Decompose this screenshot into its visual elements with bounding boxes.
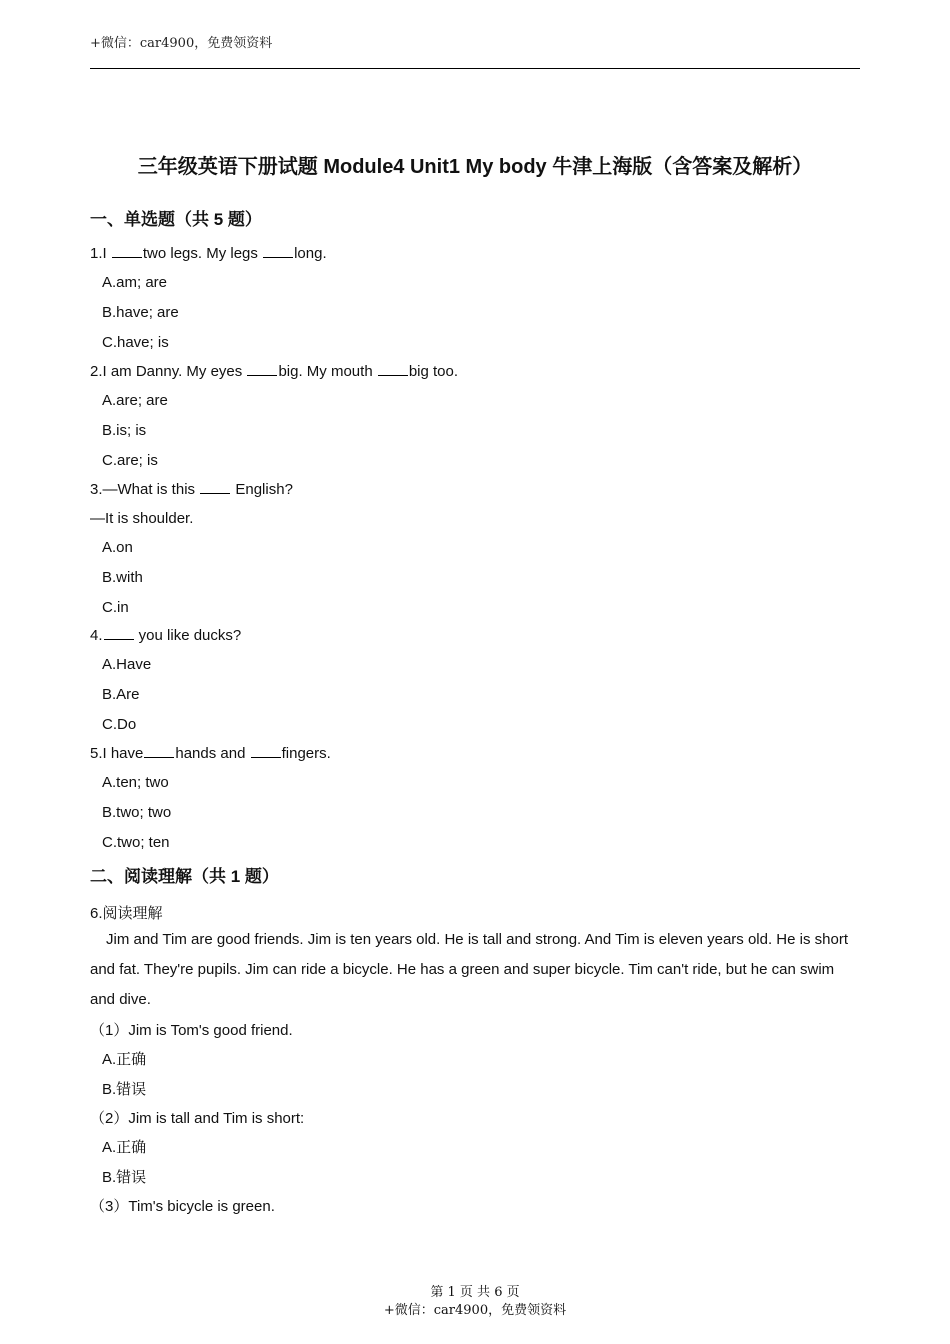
question-text: you like ducks? [134,627,242,644]
header-text: +微信：car4900，免费领资料 [90,36,273,51]
reading-question-3: （3）Tim's bicycle is green. [90,1198,275,1215]
option-a: A.on [102,539,133,556]
option-b: B.错误 [102,1081,147,1098]
reading-passage: Jim and Tim are good friends. Jim is ten years old. He is tall and strong. And Tim is eleven years old. He is short and fat. They're pupils. Jim can ride a bicycle. He has a green and super bicycle. Tim can't ride, but he can swim and dive. [90,931,848,1008]
question-text: two legs. My legs [142,245,263,262]
question-1 [90,245,327,262]
question-text: big. My mouth [278,363,377,380]
option-b: B.with [102,569,143,586]
option-a: A.ten; two [102,774,169,791]
question-text: long. [294,245,327,262]
question-4 [90,627,241,644]
option-b: B.错误 [102,1169,147,1186]
question-text: English? [231,481,293,498]
option-a: A.am; are [102,274,168,291]
option-b: B.have; are [102,304,179,321]
section-heading-single-choice: 一、单选题（共 5 题） [90,210,262,229]
page-number: 第 1 页 共 6 页 [430,1285,520,1300]
answer-blank [104,627,134,640]
option-b: B.Are [102,686,140,703]
question-text: 1.I [90,245,111,262]
section-heading-reading: 二、阅读理解（共 1 题） [90,867,279,886]
question-text: 3.—What is this [90,481,200,498]
reading-question-2: （2）Jim is tall and Tim is short: [90,1110,305,1127]
footer-contact: +微信：car4900，免费领资料 [383,1303,567,1318]
option-c: C.have; is [102,334,169,351]
question-5 [90,745,331,762]
header-divider [90,68,860,69]
option-c: C.in [102,599,129,616]
question-text: 5.I have [90,745,144,762]
question-3 [90,481,293,498]
option-a: A.正确 [102,1051,147,1068]
option-c: C.are; is [102,452,158,469]
question-text: fingers. [281,745,331,762]
question-2 [90,363,458,380]
option-b: B.is; is [102,422,147,439]
option-a: A.Have [102,656,152,673]
question-3-response: —It is shoulder. [90,510,194,527]
option-b: B.two; two [102,804,172,821]
page-title: 三年级英语下册试题 Module4 Unit1 My body 牛津上海版（含答案及解析） [137,156,813,178]
reading-label: 6.阅读理解 [90,905,163,922]
question-text: big too. [408,363,459,380]
question-text: hands and [175,745,250,762]
answer-blank [200,481,230,494]
question-text: 2.I am Danny. My eyes [90,363,247,380]
answer-blank [263,245,293,258]
option-c: C.Do [102,716,137,733]
option-a: A.正确 [102,1139,147,1156]
answer-blank [251,745,281,758]
reading-question-1: （1）Jim is Tom's good friend. [90,1022,293,1039]
option-a: A.are; are [102,392,168,409]
option-c: C.two; ten [102,834,170,851]
question-text: 4. [90,627,103,644]
answer-blank [247,363,277,376]
answer-blank [112,245,142,258]
answer-blank [144,745,174,758]
answer-blank [378,363,408,376]
